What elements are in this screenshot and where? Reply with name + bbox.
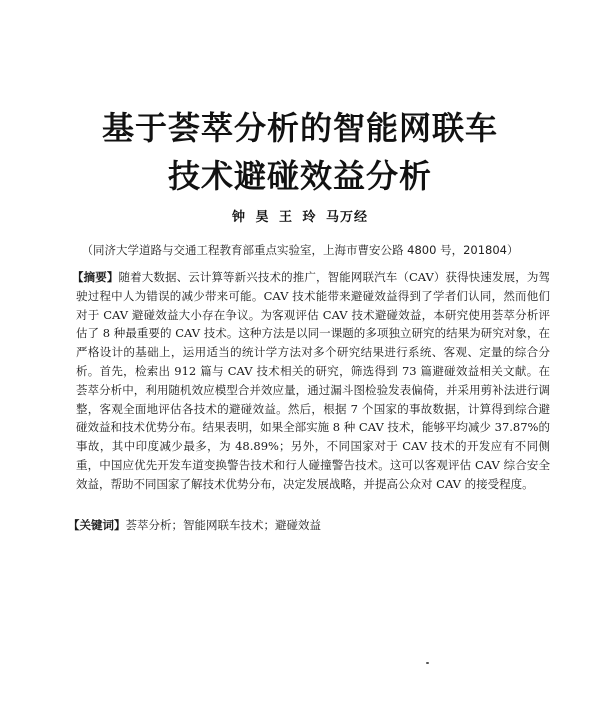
scan-speck [426,662,429,664]
paper-title-line-1: 基于荟萃分析的智能网联车 [101,109,498,147]
paper-title-line-2: 技术避碰效益分析 [167,157,432,195]
paper-authors: 钟 昊 王 玲 马万经 [231,210,369,225]
keywords-block [68,516,552,534]
keywords-label: 【关键词】 [68,518,126,532]
abstract-block [72,268,550,494]
abstract-label: 【摘要】 [72,270,119,284]
paper-affiliation: （同济大学道路与交通工程教育部重点实验室，上海市曹安公路 4800 号，201804） [81,243,519,257]
keywords-text: 荟萃分析；智能网联车技术；避碰效益 [125,518,321,532]
abstract-text: 随着大数据、云计算等新兴技术的推广，智能网联汽车（CAV）获得快速发展，为驾驶过程中人为错误的减少带来可能。CAV 技术能带来避碰效益得到了学者们认同，然而他们对于 CAV 避碰效益大小存在争议。为客观评估 CAV 技术避碰效益，本研究使用荟萃分析评估了 8 种最重要的 CAV 技术。这种方法是以同一课题的多项独立研究的结果为研究对象，在严格设计的基础上，运用适当的统计学方法对多个研究结果进行系统、客观、定量的综合分析。首先，检索出 912 篇与 CAV 技术相关的研究，筛选得到 73 篇避碰效益相关文献。在荟萃分析中，利用随机效应模型合并效应量，通过漏斗图检验发表偏倚，并采用剪补法进行调整，客观全面地评估各技术的避碰效益。然后，根据 7 个国家的事故数据，计算得到综合避碰效益和技术优势分布。结果表明，如果全部实施 8 种 CAV 技术，能够平均减少 37.87%的事故，其中印度减少最多，为 48.89%；另外，不同国家对于 CAV 技术的开发应有不同侧重，中国应优先开发车道变换警告技术和行人碰撞警告技术。这可以客观评估 CAV 综合安全效益，帮助不同国家了解技术优势分布，决定发展战略，并提高公众对 CAV 的接受程度。 [76,270,550,491]
